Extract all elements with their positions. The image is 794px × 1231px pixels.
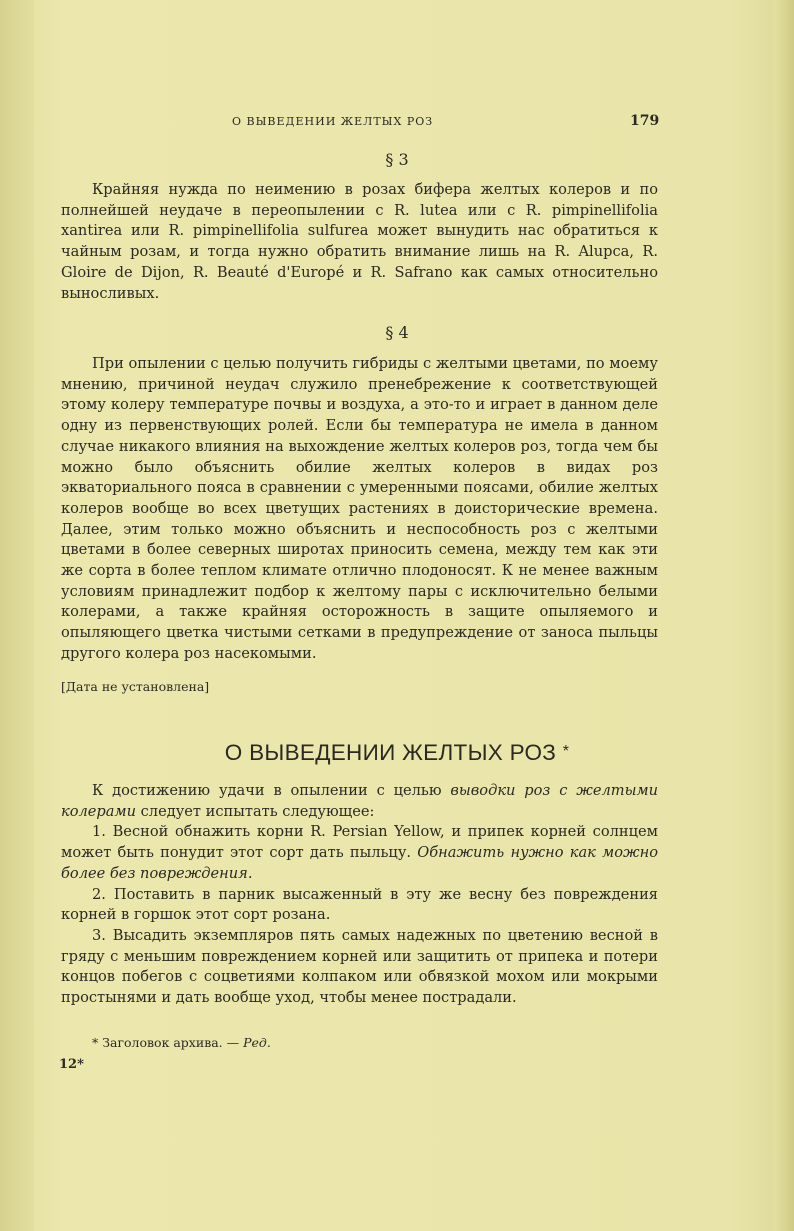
page-number: 179 (630, 113, 660, 129)
title-footnote-mark: * (562, 743, 570, 760)
section-4-paragraph: При опылении с целью получить гибриды с желтыми цветами, по моему мнению, причиной неудач служило пренебрежение к соответствующей этому колеру температуре почвы и воздуха, а это-то и играет в данном деле одну из первенствующих ролей. Если бы температура не имела в данном случае никакого влияния на выхождение желтых колеров роз, тогда чем бы можно было объяснить обилие желтых колеров в видах роз экваториального пояса в сравнении с умеренными поясами, обилие желтых колеров вообще во всех цветущих растениях в доисторические времена. Далее, этим только можно объяснить и неспособность роз с желтыми цветами в более северных широтах приносить семена, между тем как эти же сорта в более теплом климате отлично плодоносят. К не менее важным условиям принадлежит подбор к желтому пары с исключительно белыми колерами, а также крайняя осторожность в защите опыляемого и опыляющего цветка чистыми сетками в предупреждение от заноса пыльцы другого колера роз насекомыми. (61, 355, 658, 662)
list-item-1: 1. Весной обнажить корни R. Persian Yellow, и припек корней солнцем может быть понудит этот сорт дать пыльцу. Обнажить нужно как можно более без повреждения. (61, 823, 658, 882)
dateline: [Дата не установлена] (61, 679, 210, 694)
section-3-mark: § 3 (385, 150, 409, 169)
article-title-text: О ВЫВЕДЕНИИ ЖЕЛТЫХ РОЗ (224, 740, 557, 765)
item-1-emphasis: Обнажить нужно как можно более без повреждения. (61, 844, 658, 882)
list-item-3: 3. Высадить экземпляров пять самых надежных по цветению весной в гряду с меньшим повреждением корней или защитить от припека и потери концов побегов с соцветиями колпаком или обвязкой мохом или мокрыми простынями и дать вообще уход, чтобы менее пострадали. (61, 926, 658, 1007)
article-title (0, 740, 794, 766)
page-left-edge (0, 0, 34, 1231)
section-4-mark: § 4 (385, 323, 409, 342)
article-intro: К достижению удачи в опылении с целью выводки роз с желтыми колерами следует испытать следующее: (61, 782, 658, 820)
article-body (61, 781, 658, 1009)
signature-mark: 12* (59, 1057, 84, 1072)
intro-emphasis: выводки роз с желтыми колерами (61, 782, 658, 820)
list-item-2: 2. Поставить в парник высаженный в эту же весну без повреждения корней в горшок этот сорт розана. (61, 885, 658, 924)
running-title: О ВЫВЕДЕНИИ ЖЕЛТЫХ РОЗ (232, 115, 434, 128)
section-4-body (61, 354, 658, 665)
page-right-edge (774, 0, 794, 1231)
section-3-paragraph: Крайняя нужда по неимению в розах бифера желтых колеров и по полнейшей неудаче в переопылении с R. lutea или с R. pimpinellifolia xantirea или R. pimpinellifolia sulfurea может вынудить нас обратиться к чайным розам, и тогда нужно обратить внимание лишь на R. Alupca, R. Gloire de Dijon, R. Beauté d'Europé и R. Safrano как самых относительно выносливых. (61, 181, 658, 302)
footnote: * Заголовок архива. — Ред. (92, 1035, 271, 1050)
section-3-body (61, 180, 658, 304)
